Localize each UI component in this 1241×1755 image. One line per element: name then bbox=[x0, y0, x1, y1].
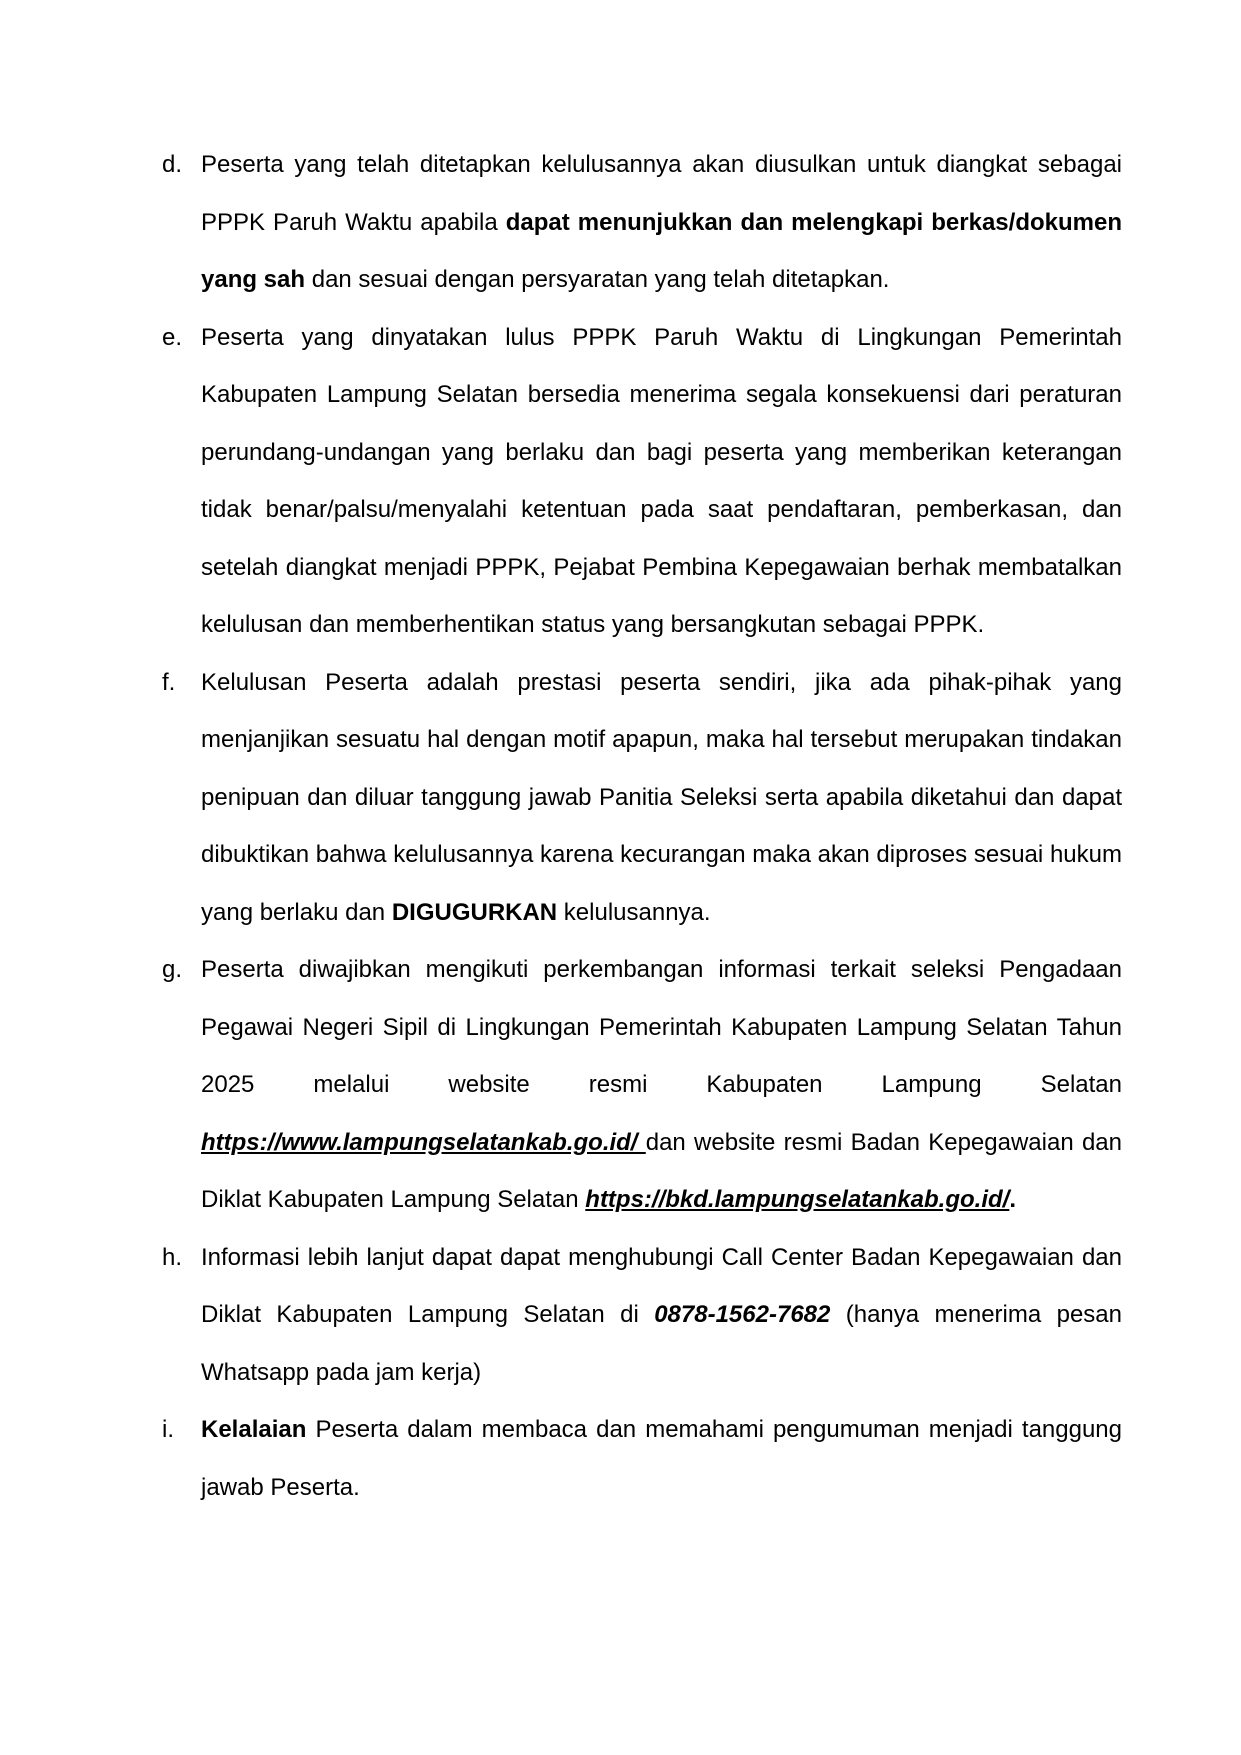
item-text bbox=[201, 1416, 1122, 1501]
item-text-part: Informasi lebih lanjut dapat dapat menghubungi Call Center Badan Kepegawaian dan Diklat Kabupaten Lampung Selatan di bbox=[201, 1243, 1122, 1328]
item-bold-text: dapat menunjukkan dan melengkapi berkas/dokumen yang sah bbox=[201, 208, 1122, 293]
item-bold-text: Kelalaian bbox=[201, 1416, 307, 1443]
list-item-i bbox=[162, 1401, 1122, 1516]
item-text-part: Kelulusan Peserta adalah prestasi peserta sendiri, jika ada pihak-pihak yang menjanjikan sesuatu hal dengan motif apapun, maka hal tersebut merupakan tindakan penipuan dan diluar tanggung jawab Panitia Seleksi serta apabila diketahui dan dapat dibuktikan bahwa kelulusannya karena kecurangan maka akan diproses sesuai hukum yang berlaku dan bbox=[201, 668, 1122, 926]
bkd-website-link[interactable]: https://bkd.lampungselatankab.go.id/ bbox=[585, 1186, 1010, 1213]
list-item-g bbox=[162, 941, 1122, 1229]
list-item-d bbox=[162, 136, 1122, 309]
list-marker: f. bbox=[162, 668, 176, 696]
item-text-part: Peserta diwajibkan mengikuti perkembangan informasi terkait seleksi Pengadaan Pegawai Negeri Sipil di Lingkungan Pemerintah Kabupaten Lampung Selatan Tahun 2025 melalui website resmi Kabupaten Lampung Selatan bbox=[201, 956, 1122, 1098]
list-item-h bbox=[162, 1229, 1122, 1402]
item-text-part: dan website resmi Badan Kepegawaian dan Diklat Kabupaten Lampung Selatan bbox=[201, 1128, 1122, 1213]
item-text-part: Peserta yang telah ditetapkan kelulusannya akan diusulkan untuk diangkat sebagai PPPK Paruh Waktu apabila bbox=[201, 151, 1122, 236]
item-text bbox=[201, 1244, 1122, 1386]
item-text bbox=[201, 151, 1122, 293]
item-text-part: Peserta dalam membaca dan memahami pengumuman menjadi tanggung jawab Peserta. bbox=[201, 1416, 1122, 1501]
list-marker: d. bbox=[162, 151, 183, 178]
announcement-list bbox=[162, 136, 1122, 1516]
list-item-e bbox=[162, 309, 1122, 654]
item-text bbox=[201, 669, 1122, 926]
item-text-part: kelulusannya. bbox=[557, 898, 711, 926]
item-text-part: dan sesuai dengan persyaratan yang telah ditetapkan. bbox=[305, 266, 890, 293]
list-marker: g. bbox=[162, 956, 183, 983]
list-marker: h. bbox=[162, 1243, 183, 1271]
call-center-phone-number: 0878-1562-7682 bbox=[654, 1301, 831, 1328]
item-bold-text: . bbox=[1009, 1186, 1016, 1213]
list-marker: i. bbox=[162, 1416, 174, 1443]
list-item-f bbox=[162, 654, 1122, 942]
item-bold-text: DIGUGURKAN bbox=[391, 898, 558, 926]
item-text-part: (hanya menerima pesan Whatsapp pada jam kerja) bbox=[201, 1301, 1122, 1386]
item-text: Peserta yang dinyatakan lulus PPPK Paruh Waktu di Lingkungan Pemerintah Kabupaten Lampung Selatan bersedia menerima segala konsekuensi dari peraturan perundang-undangan yang berlaku dan bagi peserta yang memberikan keterangan tidak benar/palsu/menyalahi ketentuan pada saat pendaftaran, pemberkasan, dan setelah diangkat menjadi PPPK, Pejabat Pembina Kepegawaian berhak membatalkan kelulusan dan memberhentikan status yang bersangkutan sebagai PPPK. bbox=[201, 323, 1122, 638]
item-text bbox=[201, 956, 1122, 1213]
lampungselatankab-website-link[interactable]: https://www.lampungselatankab.go.id/ bbox=[201, 1128, 646, 1156]
list-marker: e. bbox=[162, 323, 183, 351]
